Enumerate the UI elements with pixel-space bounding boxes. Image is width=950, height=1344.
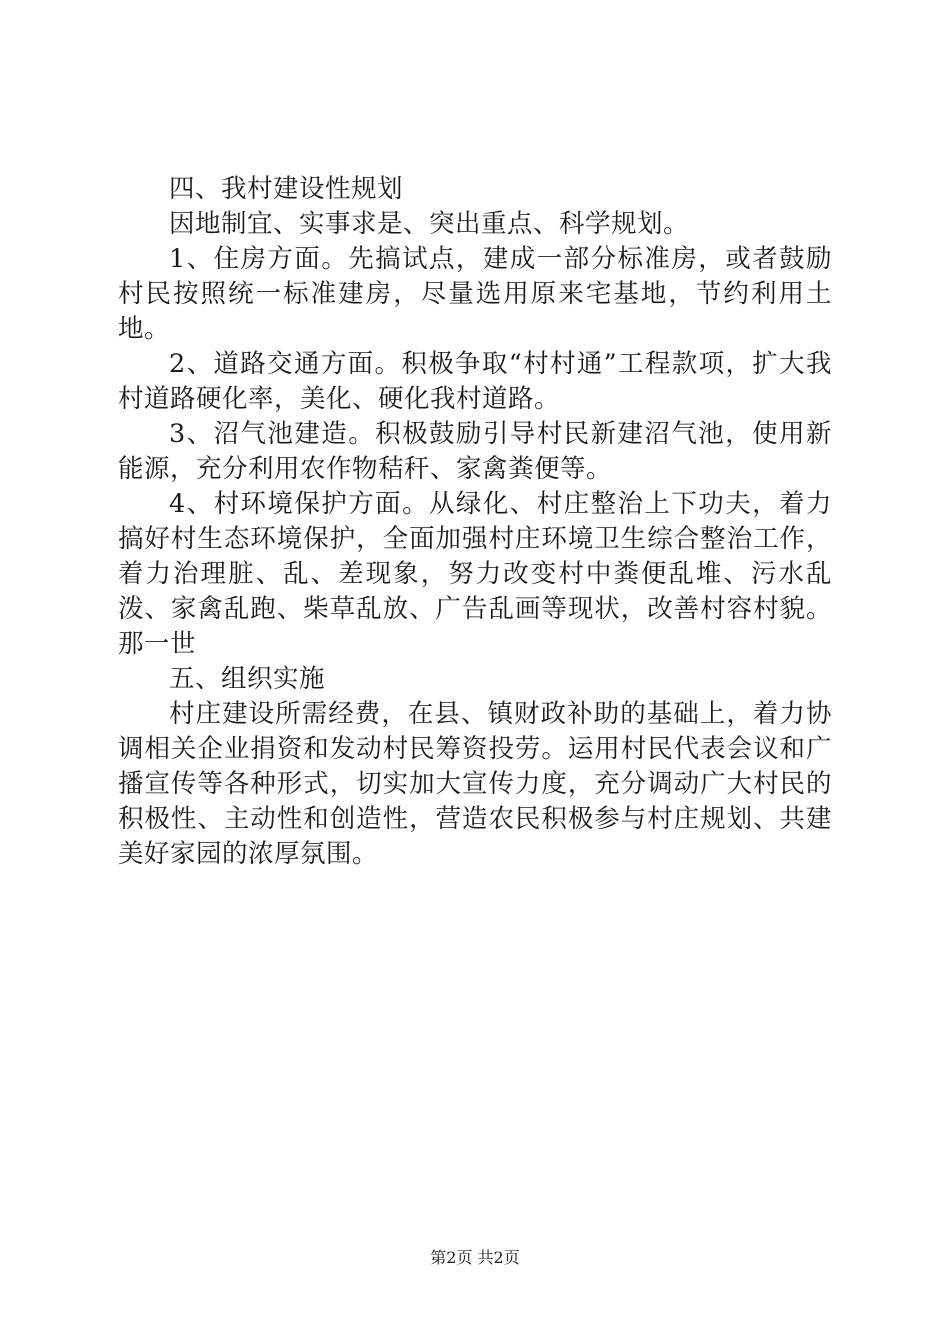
section-heading-implementation: 五、组织实施 bbox=[169, 664, 326, 694]
document-body bbox=[118, 172, 832, 872]
item-environment: 4、村环境保护方面。从绿化、村庄整治上下功夫，着力搞好村生态环境保护，全面加强村庄环境卫生综合整治工作，着力治理脏、乱、差现象，努力改变村中粪便乱堆、污水乱泼、家禽乱跑、柴草乱放、广告乱画等现状，改善村容村貌。那一世 bbox=[118, 489, 832, 659]
implementation-text: 村庄建设所需经费，在县、镇财政补助的基础上，着力协调相关企业捐资和发动村民筹资投劳。运用村民代表会议和广播宣传等各种形式，切实加大宣传力度，充分调动广大村民的积极性、主动性和创造性，营造农民积极参与村庄规划、共建美好家园的浓厚氛围。 bbox=[118, 699, 832, 869]
item-biogas: 3、沼气池建造。积极鼓励引导村民新建沼气池，使用新能源，充分利用农作物秸秆、家禽粪便等。 bbox=[118, 419, 832, 484]
planning-principle: 因地制宜、实事求是、突出重点、科学规划。 bbox=[169, 209, 690, 239]
section-heading-planning: 四、我村建设性规划 bbox=[169, 174, 404, 204]
item-roads: 2、道路交通方面。积极争取“村村通”工程款项，扩大我村道路硬化率，美化、硬化我村道路。 bbox=[118, 349, 832, 414]
item-housing: 1、住房方面。先搞试点，建成一部分标准房，或者鼓励村民按照统一标准建房，尽量选用原来宅基地，节约利用土地。 bbox=[118, 244, 832, 344]
page-number: 第2页 共2页 bbox=[430, 1248, 520, 1267]
